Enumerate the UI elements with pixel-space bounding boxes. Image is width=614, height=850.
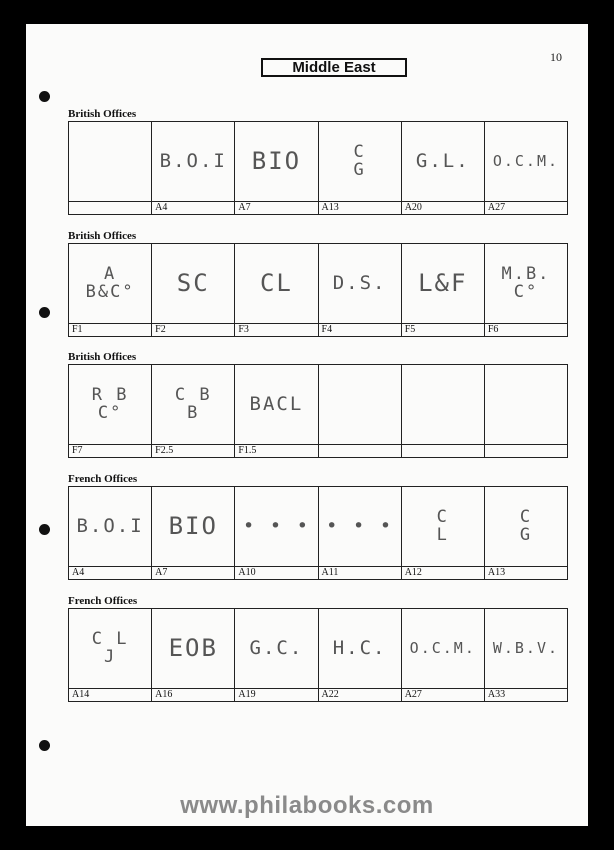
stamp-row: [68, 121, 568, 215]
offices-section: [68, 595, 568, 702]
section-title: British Offices: [68, 108, 137, 120]
section-title: French Offices: [68, 595, 138, 607]
stamp-cell: [152, 244, 235, 336]
catalog-number: A27: [485, 201, 567, 214]
binder-hole: [39, 307, 50, 318]
offices-section: [68, 473, 568, 580]
catalog-number: A33: [485, 688, 567, 701]
perfin-stamp: BIO: [168, 511, 218, 540]
stamp-cell: [485, 122, 568, 214]
catalog-number: A4: [69, 566, 151, 579]
catalog-number: [319, 444, 401, 457]
perfin-stamp: H.C.: [332, 636, 387, 659]
catalog-number: F5: [402, 323, 484, 336]
perfin-stamp: [69, 122, 151, 201]
perfin-stamp: C G: [353, 141, 366, 180]
stamp-cell: [485, 609, 568, 701]
stamp-cell: [402, 365, 485, 457]
stamp-cell: [69, 122, 152, 214]
stamp-cell: [152, 122, 235, 214]
stamp-cell: [152, 609, 235, 701]
perfin-stamp: C G: [519, 506, 533, 545]
catalog-number: A14: [69, 688, 151, 701]
stamp-cell: [69, 365, 152, 457]
footer-website[interactable]: www.philabooks.com: [180, 792, 434, 819]
catalog-number: [485, 444, 567, 457]
stamp-cell: [235, 244, 318, 336]
offices-section: [68, 351, 568, 458]
perfin-stamp: R B C°: [91, 384, 129, 423]
perfin-stamp: BIO: [251, 146, 302, 175]
perfin-stamp: • • •: [242, 514, 311, 537]
catalog-number: F3: [235, 323, 317, 336]
perfin-stamp: M.B. C°: [501, 263, 551, 302]
perfin-stamp: C B B: [174, 384, 212, 423]
perfin-stamp: • • •: [326, 514, 394, 537]
stamp-cell: [235, 609, 318, 701]
stamp-cell: [402, 487, 485, 579]
catalog-number: F1: [69, 323, 151, 336]
catalog-number: [69, 201, 151, 214]
page-number: 10: [550, 50, 562, 64]
catalog-number: A22: [319, 688, 401, 701]
perfin-stamp: B.O.I: [159, 149, 227, 172]
catalog-page: [26, 24, 588, 826]
catalog-number: A13: [319, 201, 401, 214]
catalog-number: A7: [152, 566, 234, 579]
stamp-row: [68, 608, 568, 702]
section-title: British Offices: [68, 351, 137, 363]
perfin-stamp: A B&C°: [85, 263, 135, 302]
perfin-stamp: [402, 365, 484, 444]
perfin-stamp: [485, 365, 567, 444]
perfin-stamp: G.L.: [415, 149, 470, 172]
page-title: Middle East: [261, 58, 407, 77]
catalog-number: A20: [402, 201, 484, 214]
stamp-cell: [402, 244, 485, 336]
catalog-number: A16: [152, 688, 234, 701]
stamp-cell: [69, 244, 152, 336]
stamp-cell: [485, 365, 568, 457]
offices-section: [68, 108, 568, 215]
perfin-stamp: G.C.: [249, 636, 304, 659]
stamp-cell: [319, 487, 402, 579]
catalog-number: A4: [152, 201, 234, 214]
stamp-cell: [152, 487, 235, 579]
perfin-stamp: B.O.I: [76, 514, 144, 537]
catalog-number: A11: [319, 566, 401, 579]
stamp-cell: [319, 609, 402, 701]
perfin-stamp: C L: [436, 506, 449, 545]
stamp-cell: [235, 487, 318, 579]
offices-section: [68, 230, 568, 337]
perfin-stamp: BACL: [249, 392, 304, 415]
perfin-stamp: L&F: [418, 268, 468, 297]
stamp-row: [68, 243, 568, 337]
catalog-number: A13: [485, 566, 567, 579]
stamp-cell: [69, 609, 152, 701]
perfin-stamp: [319, 365, 401, 444]
binder-hole: [39, 91, 50, 102]
catalog-number: F1.5: [235, 444, 317, 457]
binder-hole: [39, 740, 50, 751]
catalog-number: F2: [152, 323, 234, 336]
catalog-number: A27: [402, 688, 484, 701]
stamp-cell: [319, 365, 402, 457]
stamp-cell: [485, 487, 568, 579]
perfin-stamp: O.C.M.: [492, 151, 560, 170]
perfin-stamp: W.B.V.: [492, 638, 560, 657]
stamp-row: [68, 364, 568, 458]
catalog-number: A10: [235, 566, 317, 579]
stamp-cell: [402, 609, 485, 701]
section-title: British Offices: [68, 230, 137, 242]
stamp-cell: [69, 487, 152, 579]
perfin-stamp: C L J: [91, 628, 129, 667]
stamp-cell: [152, 365, 235, 457]
stamp-row: [68, 486, 568, 580]
stamp-cell: [319, 122, 402, 214]
catalog-number: F6: [485, 323, 567, 336]
perfin-stamp: O.C.M.: [409, 638, 476, 657]
perfin-stamp: D.S.: [332, 271, 387, 294]
catalog-number: F2.5: [152, 444, 234, 457]
stamp-cell: [319, 244, 402, 336]
catalog-number: A12: [402, 566, 484, 579]
perfin-stamp: EOB: [168, 633, 218, 662]
perfin-stamp: CL: [259, 268, 293, 297]
section-title: French Offices: [68, 473, 138, 485]
catalog-number: [402, 444, 484, 457]
catalog-number: F4: [319, 323, 401, 336]
stamp-cell: [485, 244, 568, 336]
catalog-number: A19: [235, 688, 317, 701]
stamp-cell: [235, 122, 318, 214]
perfin-stamp: SC: [176, 268, 210, 297]
binder-hole: [39, 524, 50, 535]
catalog-number: A7: [235, 201, 317, 214]
catalog-number: F7: [69, 444, 151, 457]
stamp-cell: [402, 122, 485, 214]
stamp-cell: [235, 365, 318, 457]
